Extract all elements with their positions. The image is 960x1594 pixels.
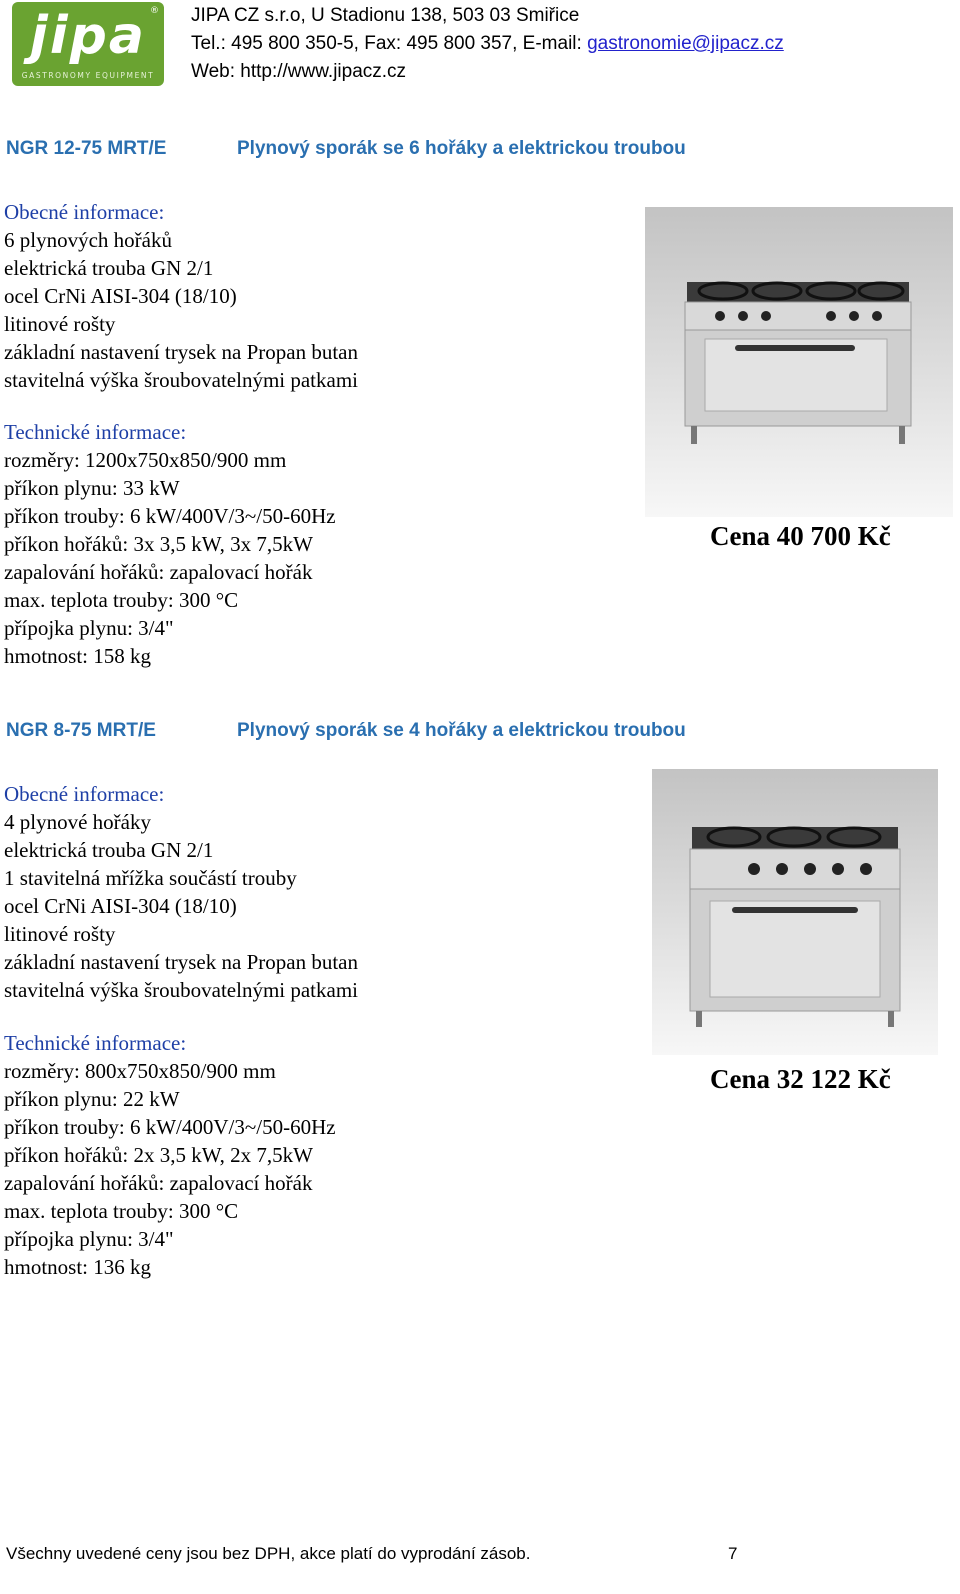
product-1-tech <box>4 418 336 670</box>
general-info-item: 1 stavitelná mřížka součástí trouby <box>4 866 297 890</box>
product-2-image <box>652 769 938 1055</box>
product-1-code: NGR 12-75 MRT/E <box>6 138 167 159</box>
general-info-item: litinové rošty <box>4 922 116 946</box>
general-info-item: litinové rošty <box>4 312 116 336</box>
page-number: 7 <box>728 1544 738 1563</box>
footer-note: Všechny uvedené ceny jsou bez DPH, akce platí do vyprodání zásob. <box>6 1544 531 1563</box>
logo-registered-mark: ® <box>150 6 159 16</box>
stove-6-burner-illustration <box>645 207 953 517</box>
tech-info-item: hmotnost: 158 kg <box>4 644 152 668</box>
general-info-item: stavitelná výška šroubovatelnými patkami <box>4 978 359 1002</box>
tech-info-item: přípojka plynu: 3/4" <box>4 1227 174 1251</box>
general-info-item: 4 plynové hořáky <box>4 810 151 834</box>
general-info-item: 6 plynových hořáků <box>4 228 172 252</box>
product-2-info <box>4 780 358 1004</box>
general-info-label: Obecné informace: <box>4 200 165 224</box>
logo-text: jipa <box>30 6 146 66</box>
product-2-price: Cena 32 122 Kč <box>710 1064 891 1094</box>
company-contacts <box>191 30 784 58</box>
product-2-name: Plynový sporák se 4 hořáky a elektrickou troubou <box>237 720 686 741</box>
product-1-name: Plynový sporák se 6 hořáky a elektrickou troubou <box>237 138 686 159</box>
tech-info-item: rozměry: 800x750x850/900 mm <box>4 1059 276 1083</box>
tech-info-item: příkon trouby: 6 kW/400V/3~/50-60Hz <box>4 504 336 528</box>
tech-info-item: hmotnost: 136 kg <box>4 1255 152 1279</box>
product-2-code: NGR 8-75 MRT/E <box>6 720 156 741</box>
company-web: Web: http://www.jipacz.cz <box>191 61 407 82</box>
product-1-price: Cena 40 700 Kč <box>710 521 891 551</box>
tech-info-item: max. teplota trouby: 300 °C <box>4 588 239 612</box>
logo-subtitle: GASTRONOMY EQUIPMENT <box>21 71 155 80</box>
tech-info-item: příkon hořáků: 2x 3,5 kW, 2x 7,5kW <box>4 1143 313 1167</box>
general-info-item: elektrická trouba GN 2/1 <box>4 256 214 280</box>
general-info-item: stavitelná výška šroubovatelnými patkami <box>4 368 359 392</box>
general-info-item: základní nastavení trysek na Propan butan <box>4 340 358 364</box>
product-1-image <box>645 207 953 517</box>
product-2-tech <box>4 1029 336 1281</box>
tech-info-item: max. teplota trouby: 300 °C <box>4 1199 239 1223</box>
tech-info-item: rozměry: 1200x750x850/900 mm <box>4 448 287 472</box>
tech-info-item: příkon plynu: 22 kW <box>4 1087 180 1111</box>
tech-info-item: příkon plynu: 33 kW <box>4 476 180 500</box>
tech-info-label: Technické informace: <box>4 1031 187 1055</box>
contact-phone-fax: Tel.: 495 800 350-5, Fax: 495 800 357, E-mail: <box>191 33 588 54</box>
tech-info-item: přípojka plynu: 3/4" <box>4 616 174 640</box>
general-info-item: elektrická trouba GN 2/1 <box>4 838 214 862</box>
tech-info-item: zapalování hořáků: zapalovací hořák <box>4 560 313 584</box>
email-link[interactable]: gastronomie@jipacz.cz <box>587 33 784 54</box>
company-logo <box>12 2 164 86</box>
tech-info-item: zapalování hořáků: zapalovací hořák <box>4 1171 313 1195</box>
product-1-info <box>4 198 358 394</box>
general-info-item: ocel CrNi AISI-304 (18/10) <box>4 894 237 918</box>
company-address: JIPA CZ s.r.o, U Stadionu 138, 503 03 Smiřice <box>191 5 580 26</box>
general-info-label: Obecné informace: <box>4 782 165 806</box>
tech-info-item: příkon hořáků: 3x 3,5 kW, 3x 7,5kW <box>4 532 313 556</box>
general-info-item: základní nastavení trysek na Propan butan <box>4 950 358 974</box>
general-info-item: ocel CrNi AISI-304 (18/10) <box>4 284 237 308</box>
tech-info-label: Technické informace: <box>4 420 187 444</box>
stove-4-burner-illustration <box>652 769 938 1055</box>
tech-info-item: příkon trouby: 6 kW/400V/3~/50-60Hz <box>4 1115 336 1139</box>
